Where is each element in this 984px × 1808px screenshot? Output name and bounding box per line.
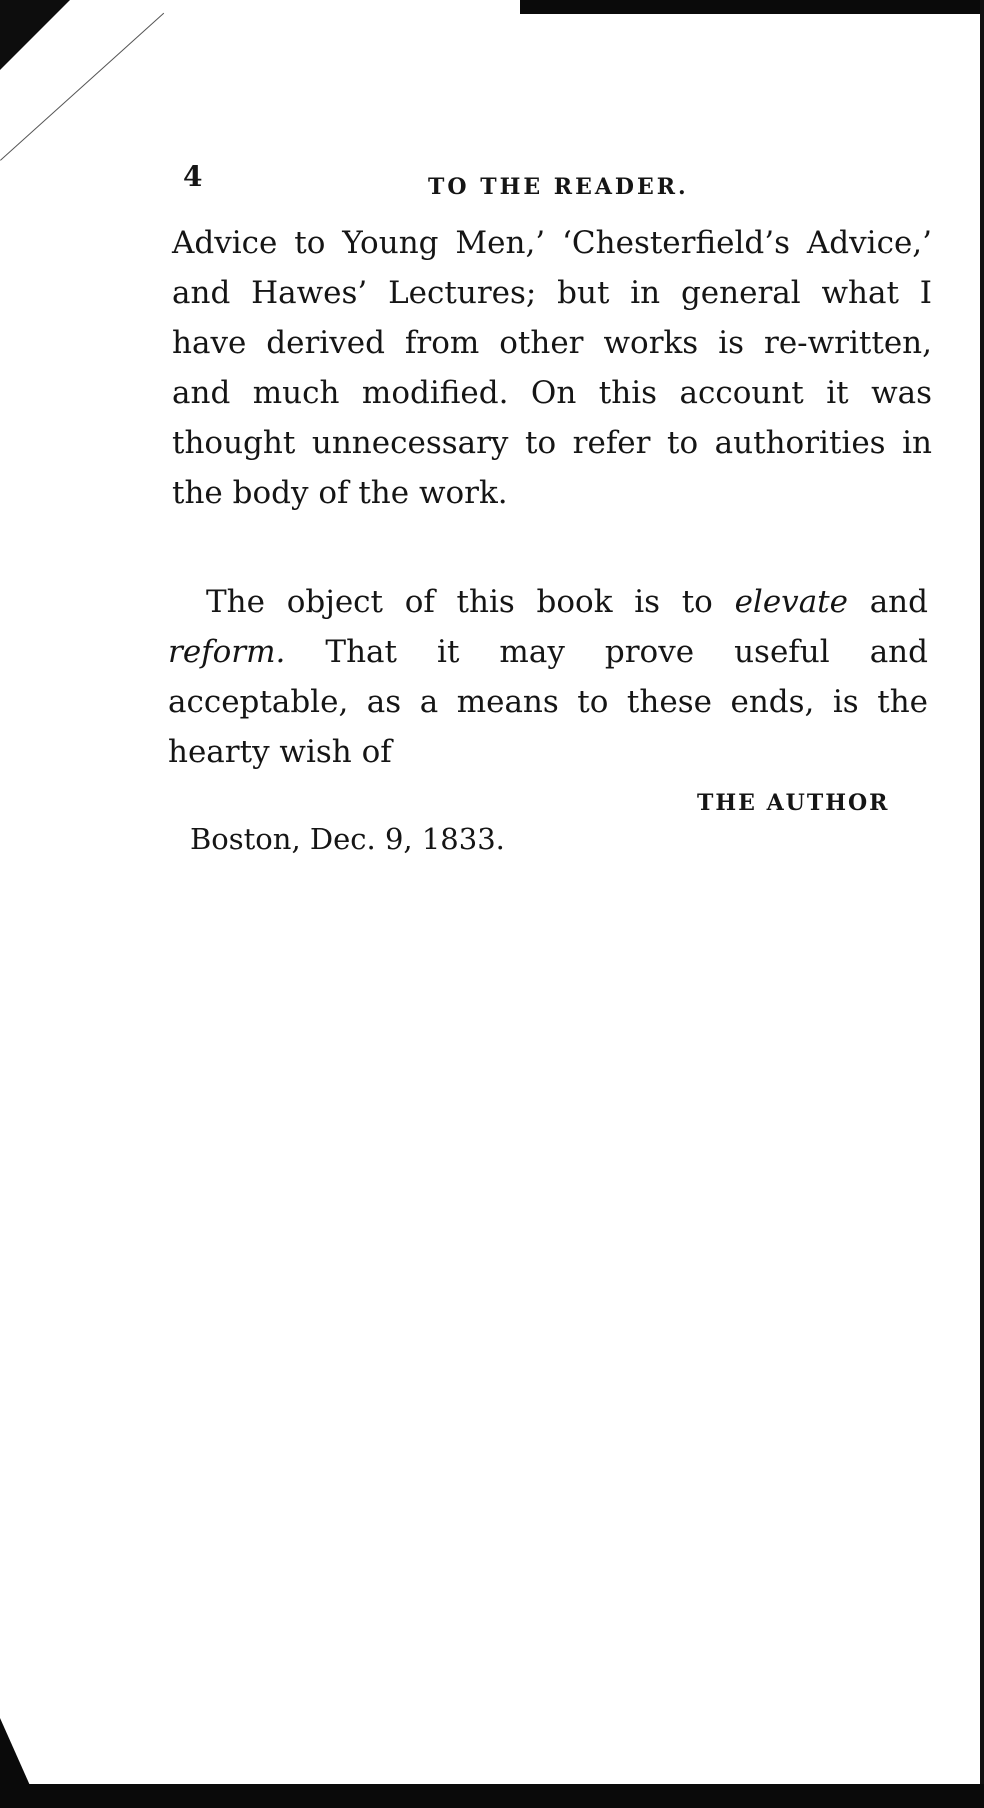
paragraph-2-part-2: and [847,584,928,620]
paragraph-2 [168,577,928,777]
paragraph-1: Advice to Young Men,’ ‘Chesterfield’s Advice,’ and Hawes’ Lectures; but in general what I have derived from other works is re-written, and much modified. On this account it was thought unnecessary to refer to authorities in the body of the work. [172,225,932,511]
page-number: 4 [183,160,203,193]
signature: THE AUTHOR [697,790,890,816]
scan-border-right [980,0,984,1808]
scan-border-top [520,0,984,14]
scan-border-bottom [0,1784,984,1808]
paragraph-2-part-3: That it may prove useful and acceptable, as a means to these ends, is the hearty wish of [168,634,928,770]
paragraph-2-emphasis-elevate: elevate [734,584,848,620]
dateline: Boston, Dec. 9, 1833. [190,822,505,856]
running-head: TO THE READER. [428,174,689,200]
scan-corner-bottom-left [0,1718,40,1808]
paragraph-2-part-1: The object of this book is to [206,584,735,620]
scan-corner-top-left [0,0,70,70]
paragraph-2-emphasis-reform: reform. [168,634,286,670]
